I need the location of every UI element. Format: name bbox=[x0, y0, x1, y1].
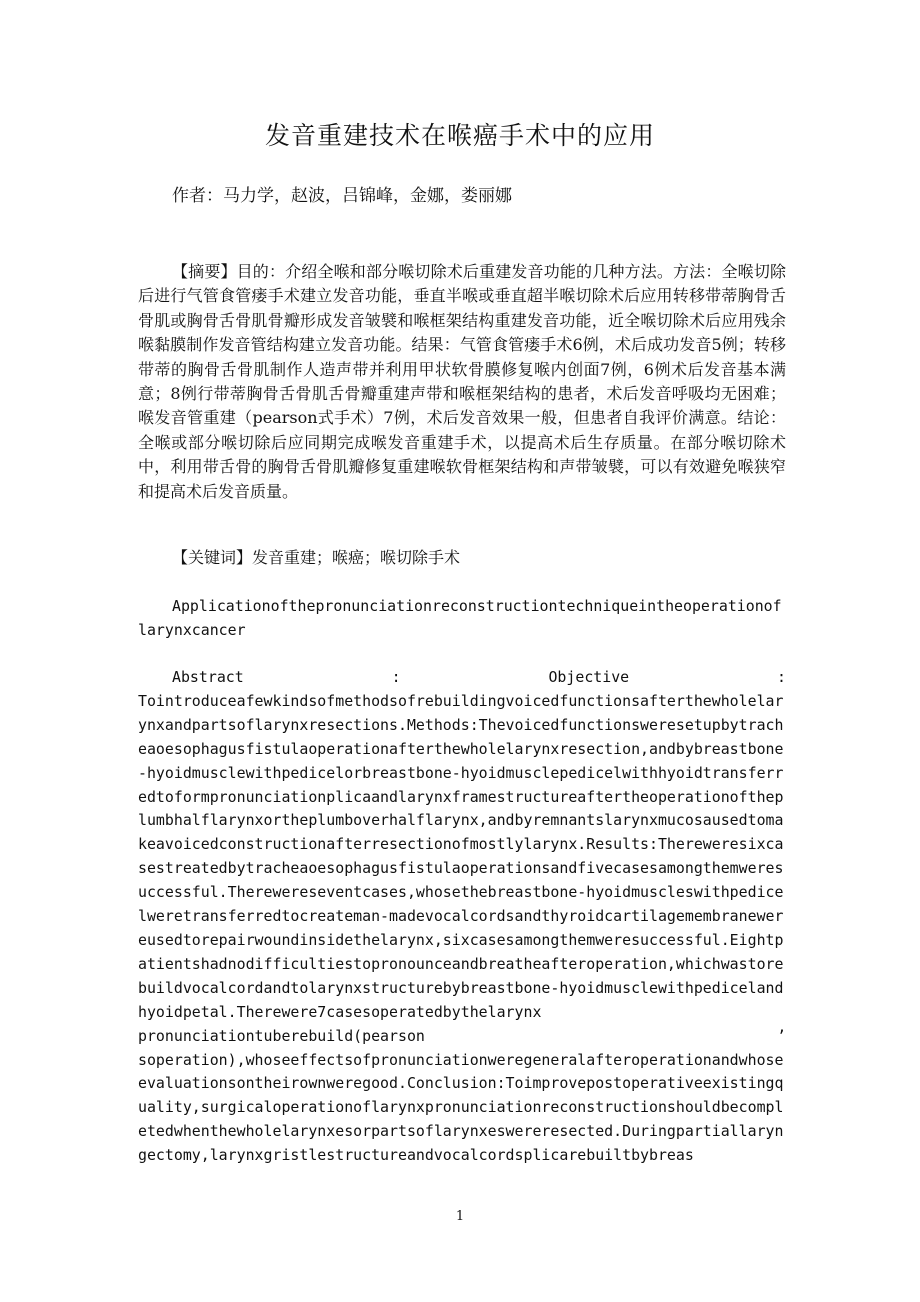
document-title: 发音重建技术在喉癌手术中的应用 bbox=[264, 121, 655, 150]
english-title: Applicationofthepronunciationreconstructiontechniqueintheoperationoflarynxcancer bbox=[138, 597, 782, 639]
english-abstract-split-line bbox=[138, 1025, 786, 1049]
chinese-keywords: 【关键词】发音重建；喉癌；喉切除手术 bbox=[172, 548, 461, 567]
authors-line: 作者：马力学，赵波，吕锦峰，金娜，娄丽娜 bbox=[172, 186, 512, 206]
english-abstract-body-2: soperation),whoseeffectsofpronunciationweregeneralafteroperationandwhoseevaluationsontheirownweregood.Conclusion:Toimprovepostoperativeexistingquality,surgicaloperationoflarynxpronunciationreconstructionshouldbecompletedwhenthewholelarynxesorpartsoflarynxeswereresected.Duringpartiallaryngectomy,larynxgristlestructureandvocalcordsplicarebuiltbybreas bbox=[138, 1050, 784, 1165]
chinese-abstract: 【摘要】目的：介绍全喉和部分喉切除术后重建发音功能的几种方法。方法：全喉切除后进行气管食管瘘手术建立发音功能，垂直半喉或垂直超半喉切除术后应用转移带蒂胸骨舌骨肌或胸骨舌骨肌骨瓣形成发音皱襞和喉框架结构重建发音功能，近全喉切除术后应用残余喉黏膜制作发音管结构建立发音功能。结果：气管食管瘘手术6例，术后成功发音5例；转移带蒂的胸骨舌骨肌制作人造声带并利用甲状软骨膜修复喉内创面7例，6例术后发音基本满意；8例行带蒂胸骨舌骨肌舌骨瓣重建声带和喉框架结构的患者，术后发音呼吸均无困难；喉发音管重建（pearson式手术）7例，术后发音效果一般，但患者自我评价满意。结论：全喉或部分喉切除后应同期完成喉发音重建手术，以提高术后生存质量。在部分喉切除术中，利用带舌骨的胸骨舌骨肌瓣修复重建喉软骨框架结构和声带皱襞，可以有效避免喉狭窄和提高术后发音质量。 bbox=[138, 262, 786, 501]
objective-label: Objective bbox=[548, 668, 630, 686]
abstract-label: Abstract bbox=[172, 668, 244, 686]
english-abstract bbox=[138, 666, 786, 1168]
split-left-text: pronunciationtuberebuild(pearson bbox=[138, 1026, 425, 1045]
english-abstract-body-1: Tointroduceafewkindsofmethodsofrebuildingvoicedfunctionsafterthewholelarynxandpartsoflarynxresections.Methods:Thevoicedfunctionsweresetupbytracheaoesophagusfistulaoperationafterthewholelarynxresection,andbybreastbone-hyoidmusclewithpedicelorbreastbone-hyoidmusclepedicelwithhyoidtransferredtoformpronunciationplicaandlarynxframestructureaftertheoperationoftheplumbhalflarynxortheplumboverhalflarynx,andbyremnantslarynxmucosausedtomakeavoicedconstructionafterresectionofmostlylarynx.Results:Thereweresixcasestreatedbytracheaoesophagusfistulaoperationsandfivecasesamongthemweresuccessful.Therewereseventcases,whosethebreastbone-hyoidmuscleswithpedicelweretransferredtocreateman-madevocalcordsandthyroidcartilagemembranewereusedtorepairwoundinsidethelarynx,sixcasesamongthemweresuccessful.Eightpatientshadnodifficultiestopronounceandbreatheafteroperation,whichwastorebuildvocalcordandtolarynxstructurebybreastbone-hyoidmusclewithpedicelandhyoidpetal.Therewere7casesoperatedbythelarynx bbox=[138, 691, 784, 1021]
objective-colon: : bbox=[777, 668, 786, 686]
abstract-colon: : bbox=[391, 668, 401, 686]
page-number: 1 bbox=[455, 1209, 465, 1224]
split-right-text: ’ bbox=[777, 1026, 786, 1045]
english-abstract-heading bbox=[138, 666, 786, 690]
